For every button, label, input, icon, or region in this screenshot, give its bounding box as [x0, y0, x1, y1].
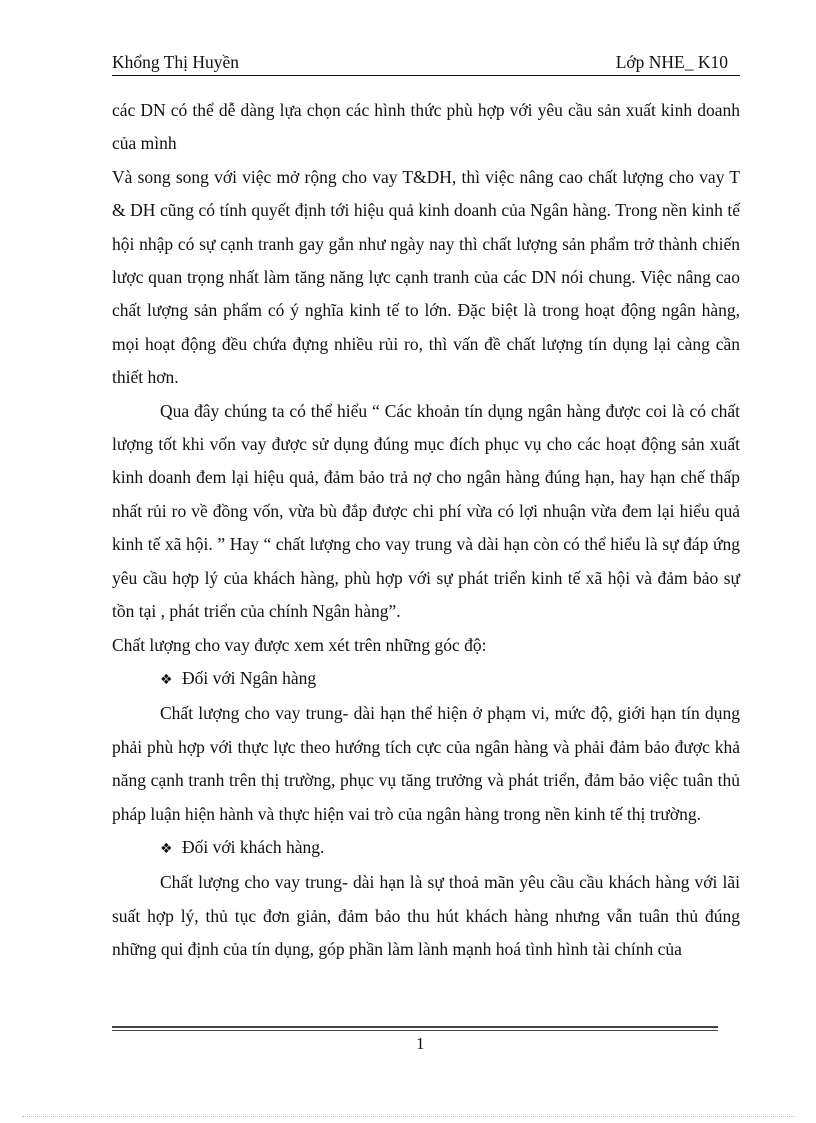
- paragraph-5: Chất lượng cho vay trung- dài hạn thể hiện ở phạm vi, mức độ, giới hạn tín dụng phải phù hợp với thực lực theo hướng tích cực của ngân hàng và phải đảm bảo được khả năng cạnh tranh trên thị trường, phục vụ tăng trưởng và phát triển, đảm bảo việc tuân thủ pháp luận hiện hành và thực hiện vai trò của ngân hàng trong nền kinh tế thị trường.: [112, 703, 740, 824]
- diamond-bullet-icon: ❖: [160, 840, 173, 857]
- page-number: 1: [416, 1034, 425, 1053]
- header-class: Lớp NHE_ K10: [615, 52, 728, 72]
- bullet-item-customer: [112, 831, 740, 866]
- paragraph-3: Qua đây chúng ta có thể hiểu “ Các khoản tín dụng ngân hàng được coi là có chất lượng tốt khi vốn vay được sử dụng đúng mục đích phục vụ cho các hoạt động sản xuất kinh doanh đem lại hiệu quả, đảm bảo trả nợ cho ngân hàng đúng hạn, hay hạn chế thấp nhất rủi ro về đồng vốn, vừa bù đắp được chi phí vừa có lợi nhuận vừa đem lại hiểu quả kinh tế xã hội. ” Hay “ chất lượng cho vay trung và dài hạn còn có thể hiểu là sự đáp ứng yêu cầu hợp lý của khách hàng, phù hợp với sự phát triển kinh tế xã hội và đảm bảo sự tồn tại , phát triển của chính Ngân hàng”.: [112, 400, 740, 622]
- bullet-label-bank: Đối với Ngân hàng: [182, 667, 317, 688]
- document-body: [112, 94, 740, 967]
- paragraph-1: các DN có thể dễ dàng lựa chọn các hình thức phù hợp với yêu cầu sản xuất kinh doanh của mình: [112, 100, 740, 154]
- paragraph-6: Chất lượng cho vay trung- dài hạn là sự thoả mãn yêu cầu cầu khách hàng với lãi suất hợp lý, thủ tục đơn giản, đảm bảo thu hút khách hàng nhưng vẫn tuân thủ đúng những qui định của tín dụng, góp phần làm lành mạnh hoá tình hình tài chính của: [112, 872, 740, 960]
- bullet-item-bank: [112, 662, 740, 697]
- bullet-label-customer: Đối với khách hàng.: [182, 836, 325, 857]
- header-rule: [112, 75, 740, 76]
- footer-rule-thin: [112, 1030, 718, 1031]
- paragraph-2: Và song song với việc mở rộng cho vay T&DH, thì việc nâng cao chất lượng cho vay T & DH cũng có tính quyết định tới hiệu quả kinh doanh của Ngân hàng. Trong nền kinh tế hội nhập có sự cạnh tranh gay gắn như ngày nay thì chất lượng sản phẩm trở thành chiến lược quan trọng nhất làm tăng năng lực cạnh tranh của các DN nói chung. Việc nâng cao chất lượng sản phẩm có ý nghĩa kinh tế to lớn. Đặc biệt là trong hoạt động ngân hàng, mọi hoạt động đều chứa đựng nhiều rủi ro, thì vấn đề chất lượng tín dụng lại càng cần thiết hơn.: [112, 166, 740, 388]
- paragraph-4: Chất lượng cho vay được xem xét trên những góc độ:: [112, 634, 487, 655]
- page-bottom-edge: [22, 1116, 794, 1117]
- page-header: [112, 52, 740, 76]
- header-author: Khổng Thị Huyền: [112, 52, 240, 72]
- footer-rule-thick: [112, 1026, 718, 1028]
- diamond-bullet-icon: ❖: [160, 671, 173, 688]
